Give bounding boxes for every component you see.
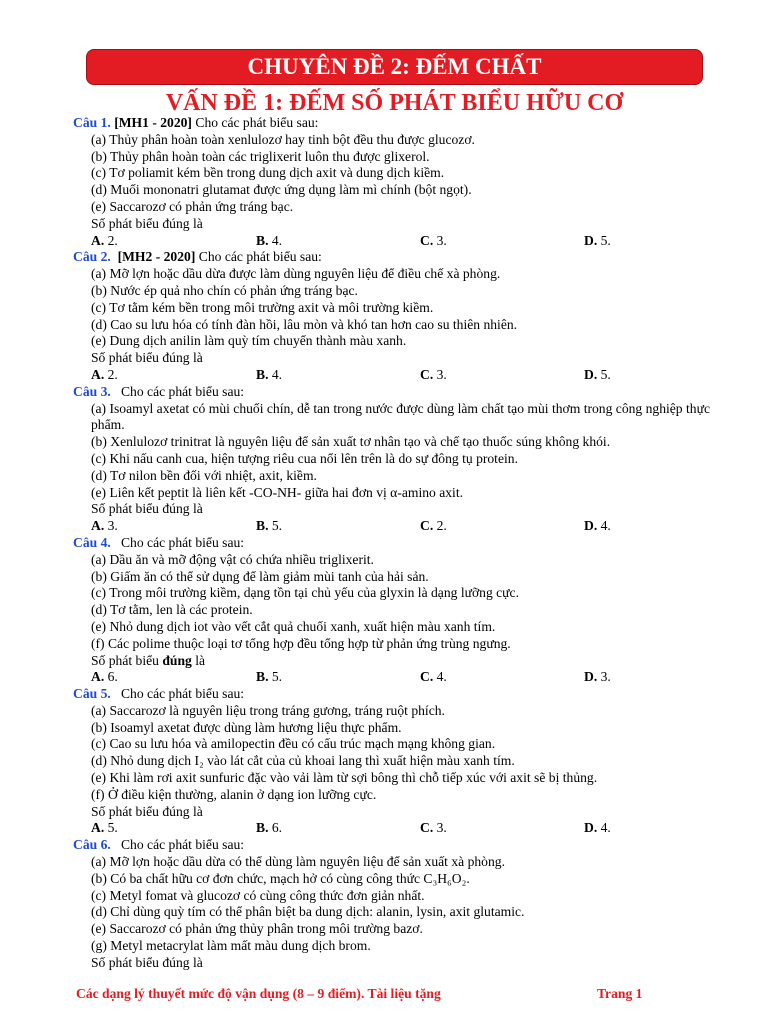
statement: (e) Saccarozơ có phản ứng thủy phân trong môi trường bazơ. — [91, 921, 423, 937]
question-intro: Cho các phát biểu sau: — [120, 534, 245, 550]
statement: (f) Ở điều kiện thường, alanin ở dạng ion lưỡng cực. — [91, 786, 377, 802]
question-number: Câu 6. — [73, 837, 111, 853]
question-2 — [73, 249, 738, 383]
statement: (a) Dầu ăn và mỡ động vật có chứa nhiều triglixerit. — [91, 551, 374, 567]
statement: (c) Tơ poliamit kém bền trong dung dịch axit và dung dịch kiềm. — [91, 165, 445, 181]
statement: (e) Liên kết peptit là liên kết -CO-NH- giữa hai đơn vị α-amino axit. — [91, 484, 463, 500]
statement: (d) Tơ nilon bền đối với nhiệt, axit, kiềm. — [91, 467, 317, 483]
question-intro: Cho các phát biểu sau: — [198, 249, 322, 265]
statement: (d) Chỉ dùng quỳ tím có thể phân biệt ba dung dịch: alanin, lysin, axit glutamic. — [91, 904, 525, 920]
statement: (a) Mỡ lợn hoặc dầu dừa có thể dùng làm nguyên liệu để sản xuất xà phòng. — [91, 854, 505, 870]
answer-option-b: B. 6. — [256, 820, 283, 836]
answer-options — [73, 518, 738, 535]
statement: (c) Tơ tằm kém bền trong môi trường axit và môi trường kiềm. — [91, 299, 434, 315]
questions-content — [73, 115, 738, 972]
answer-option-c: C. 4. — [420, 669, 447, 685]
statement: (d) Tơ tằm, len là các protein. — [91, 602, 253, 618]
question-prompt: Số phát biểu đúng là — [91, 215, 203, 231]
answer-option-c: C. 2. — [420, 518, 447, 534]
question-source: [MH2 - 2020] — [117, 249, 196, 265]
chapter-banner — [86, 49, 703, 85]
question-number: Câu 5. — [73, 686, 111, 702]
statement: (a) Mỡ lợn hoặc dầu dừa được làm dùng nguyên liệu để điều chế xà phòng. — [91, 266, 501, 282]
statement: (d) Cao su lưu hóa có tính đàn hồi, lâu mòn và khó tan hơn cao su thiên nhiên. — [91, 316, 518, 332]
answer-option-c: C. 3. — [420, 820, 447, 836]
statement: (a) Thủy phân hoàn toàn xenlulozơ hay tinh bột đều thu được glucozơ. — [91, 131, 475, 147]
statement: (b) Isoamyl axetat được dùng làm hương liệu thực phẩm. — [91, 719, 402, 735]
answer-options — [73, 669, 738, 686]
answer-option-d: D. 4. — [584, 820, 611, 836]
answer-option-d: D. 4. — [584, 518, 611, 534]
answer-option-c: C. 3. — [420, 366, 447, 382]
statement: (b) Thủy phân hoàn toàn các triglixerit luôn thu được glixerol. — [91, 148, 430, 164]
answer-option-b: B. 5. — [256, 669, 283, 685]
statement: (e) Nhỏ dung dịch iot vào vết cắt quả chuối xanh, xuất hiện màu xanh tím. — [91, 618, 496, 634]
statement: (c) Cao su lưu hóa và amilopectin đều có cấu trúc mạch mạng không gian. — [91, 736, 496, 752]
answer-option-c: C. 3. — [420, 232, 447, 248]
question-intro: Cho các phát biểu sau: — [120, 686, 245, 702]
answer-option-d: D. 3. — [584, 669, 611, 685]
statement: (c) Metyl fomat và glucozơ có cùng công thức đơn giản nhất. — [91, 887, 425, 903]
answer-options — [73, 367, 738, 384]
answer-option-a: A. 3. — [91, 518, 118, 534]
question-intro: Cho các phát biểu sau: — [120, 383, 245, 399]
chapter-title: CHUYÊN ĐỀ 2: ĐẾM CHẤT — [247, 54, 542, 79]
question-number: Câu 1. — [73, 115, 111, 130]
statement: (e) Khi làm rơi axit sunfuric đặc vào vải làm từ sợi bông thì chỗ tiếp xúc với axit sẽ bị thủng. — [91, 770, 598, 786]
statement: (b) Nước ép quả nho chín có phản ứng tráng bạc. — [91, 282, 358, 298]
answer-option-d: D. 5. — [584, 232, 611, 248]
answer-option-b: B. 4. — [256, 366, 283, 382]
question-header — [73, 249, 738, 266]
statement: (a) Saccarozơ là nguyên liệu trong tráng gương, tráng ruột phích. — [91, 702, 445, 718]
statement: (e) Dung dịch anilin làm quỳ tím chuyển thành màu xanh. — [91, 333, 407, 349]
question-header — [73, 837, 738, 854]
statement: (c) Khi nấu canh cua, hiện tượng riêu cua nổi lên trên là do sự đông tụ protein. — [91, 450, 518, 466]
question-prompt: Số phát biểu đúng là — [91, 652, 206, 668]
question-number: Câu 4. — [73, 534, 111, 550]
page-footer — [0, 986, 768, 1004]
answer-option-a: A. 2. — [91, 366, 118, 382]
question-intro: Cho các phát biểu sau: — [120, 837, 245, 853]
question-6 — [73, 837, 738, 971]
answer-option-a: A. 6. — [91, 669, 118, 685]
page-number: Trang 1 — [597, 986, 643, 1001]
question-header — [73, 686, 738, 703]
question-header — [73, 115, 738, 132]
question-1 — [73, 115, 738, 249]
statement: (b) Xenlulozơ trinitrat là nguyên liệu để sản xuất tơ nhân tạo và chế tạo thuốc súng không khói. — [91, 434, 611, 450]
statement: (c) Trong môi trường kiềm, dạng tồn tại chủ yếu của glyxin là dạng lưỡng cực. — [91, 585, 519, 601]
question-4 — [73, 535, 738, 686]
question-number: Câu 3. — [73, 383, 111, 399]
statement: (a) Isoamyl axetat có mùi chuối chín, dễ tan trong nước được dùng làm chất tạo mùi thơm trong công nghiệp thực phẩm. — [91, 400, 710, 433]
answer-option-b: B. 5. — [256, 518, 283, 534]
question-number: Câu 2. — [73, 249, 111, 265]
section-title: VẤN ĐỀ 1: ĐẾM SỐ PHÁT BIỂU HỮU CƠ — [165, 90, 624, 116]
question-prompt: Số phát biểu đúng là — [91, 954, 203, 970]
question-3 — [73, 384, 738, 535]
answer-options — [73, 233, 738, 250]
statement: (f) Các polime thuộc loại tơ tổng hợp đều tổng hợp từ phản ứng trùng ngưng. — [91, 635, 511, 651]
question-5 — [73, 686, 738, 837]
statement: (b) Có ba chất hữu cơ đơn chức, mạch hở có cùng công thức C₃H₆O₂. — [91, 870, 470, 886]
answer-option-a: A. 2. — [91, 232, 118, 248]
question-header — [73, 384, 738, 401]
answer-option-d: D. 5. — [584, 366, 611, 382]
question-prompt: Số phát biểu đúng là — [91, 350, 203, 366]
statement: (d) Nhỏ dung dịch I₂ vào lát cắt của củ khoai lang thì xuất hiện màu xanh tím. — [91, 753, 515, 769]
question-prompt: Số phát biểu đúng là — [91, 803, 203, 819]
footer-note: Các dạng lý thuyết mức độ vận dụng (8 – 9 điểm). Tài liệu tặng — [76, 986, 441, 1001]
statement: (g) Metyl metacrylat làm mất màu dung dịch brom. — [91, 938, 371, 954]
answer-options — [73, 820, 738, 837]
answer-option-b: B. 4. — [256, 232, 283, 248]
question-prompt: Số phát biểu đúng là — [91, 501, 203, 517]
statement: (e) Saccarozơ có phản ứng tráng bạc. — [91, 198, 294, 214]
question-source: [MH1 - 2020] — [114, 115, 192, 130]
question-header — [73, 535, 738, 552]
answer-option-a: A. 5. — [91, 820, 118, 836]
statement: (b) Giấm ăn có thể sử dụng để làm giảm mùi tanh của hải sản. — [91, 568, 429, 584]
question-intro: Cho các phát biểu sau: — [195, 115, 319, 130]
statement: (d) Muối mononatri glutamat được ứng dụng làm mì chính (bột ngọt). — [91, 182, 472, 198]
